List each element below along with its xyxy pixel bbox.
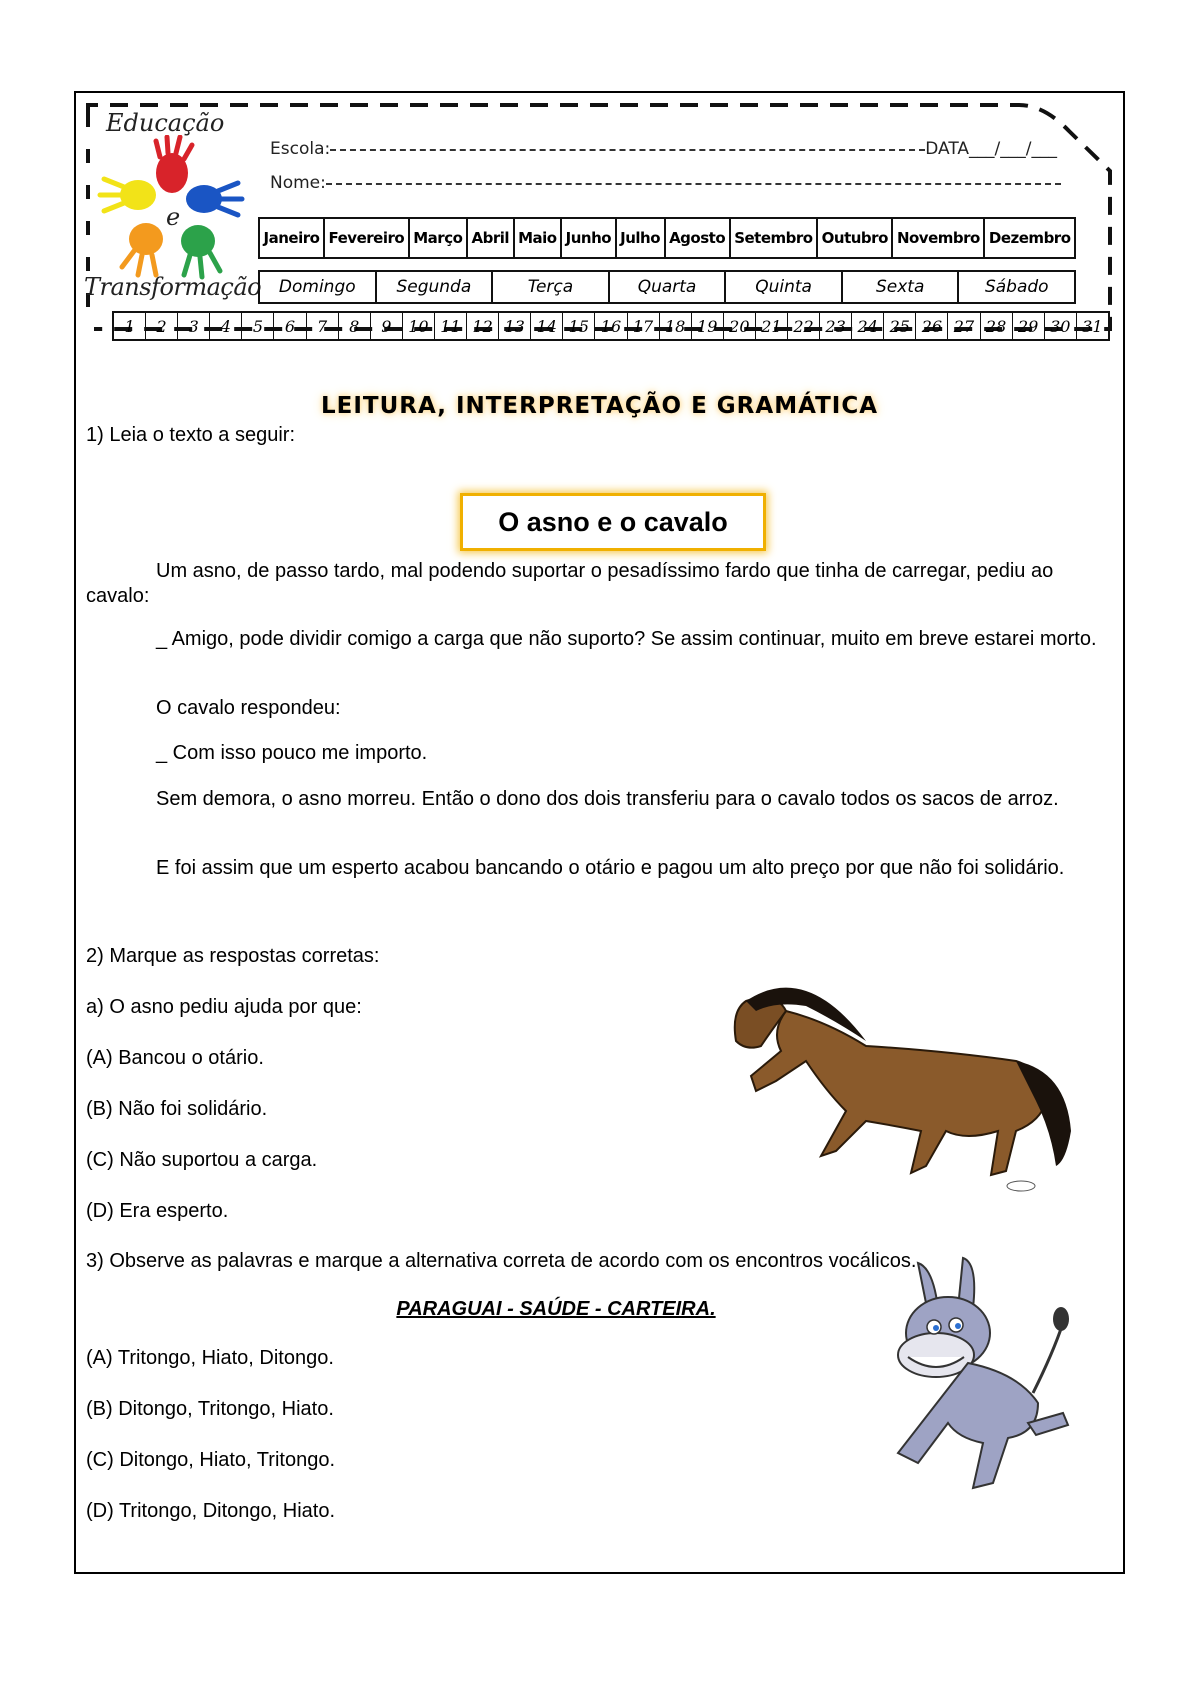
weekday-cell[interactable]: Sexta (843, 272, 960, 302)
day-cell[interactable]: 22 (788, 313, 820, 339)
day-cell[interactable]: 13 (499, 313, 531, 339)
donkey-illustration (878, 1253, 1078, 1503)
month-cell[interactable]: Junho (562, 219, 617, 257)
months-row (258, 217, 1076, 259)
day-cell[interactable]: 1 (114, 313, 146, 339)
q3-option-d[interactable]: (D) Tritongo, Ditongo, Hiato. (86, 1500, 335, 1522)
month-cell[interactable]: Maio (515, 219, 563, 257)
day-cell[interactable]: 21 (756, 313, 788, 339)
month-cell[interactable]: Setembro (731, 219, 818, 257)
q1-prompt: 1) Leia o texto a seguir: (86, 424, 296, 446)
day-cell[interactable]: 25 (884, 313, 916, 339)
logo-middle-text: e (166, 203, 181, 231)
q3-option-c[interactable]: (C) Ditongo, Hiato, Tritongo. (86, 1449, 335, 1471)
day-cell[interactable]: 16 (595, 313, 627, 339)
day-cell[interactable]: 12 (467, 313, 499, 339)
section-title (76, 393, 1123, 419)
weekday-cell[interactable]: Quarta (610, 272, 727, 302)
day-cell[interactable]: 17 (628, 313, 660, 339)
day-cell[interactable]: 9 (371, 313, 403, 339)
weekday-cell[interactable]: Domingo (260, 272, 377, 302)
q2-option-b[interactable]: (B) Não foi solidário. (86, 1098, 268, 1120)
day-cell[interactable]: 15 (563, 313, 595, 339)
day-cell[interactable]: 19 (692, 313, 724, 339)
day-cell[interactable]: 8 (339, 313, 371, 339)
day-cell[interactable]: 6 (274, 313, 306, 339)
month-cell[interactable]: Novembro (893, 219, 985, 257)
month-cell[interactable]: Março (410, 219, 468, 257)
story-paragraph: Sem demora, o asno morreu. Então o dono dos dois transferiu para o cavalo todos os sacos de arroz. (156, 788, 1059, 810)
story-paragraph: Um asno, de passo tardo, mal podendo suportar o pesadíssimo fardo que tinha de carregar, pediu ao cavalo: (86, 560, 1054, 607)
day-cell[interactable]: 27 (948, 313, 980, 339)
q2-prompt: 2) Marque as respostas corretas: (86, 945, 380, 967)
worksheet-page (74, 91, 1125, 1574)
month-cell[interactable]: Julho (617, 219, 666, 257)
q3-words: PARAGUAI - SAÚDE - CARTEIRA. (396, 1298, 716, 1320)
day-cell[interactable]: 3 (178, 313, 210, 339)
month-cell[interactable]: Fevereiro (325, 219, 410, 257)
nome-label: Nome: (270, 173, 326, 193)
story-paragraph: E foi assim que um esperto acabou bancando o otário e pagou um alto preço por que não foi solidário. (156, 857, 1065, 879)
logo-top-text: Educação (106, 109, 225, 137)
day-cell[interactable]: 23 (820, 313, 852, 339)
day-cell[interactable]: 5 (242, 313, 274, 339)
month-cell[interactable]: Agosto (666, 219, 731, 257)
day-cell[interactable]: 26 (916, 313, 948, 339)
hands-logo-icon (86, 135, 256, 285)
story-title: O asno e o cavalo (460, 493, 766, 551)
day-cell[interactable]: 30 (1045, 313, 1077, 339)
weekday-cell[interactable]: Sábado (984, 277, 1049, 297)
q2-option-d[interactable]: (D) Era esperto. (86, 1200, 229, 1222)
days-row (112, 311, 1110, 341)
day-cell[interactable]: 14 (531, 313, 563, 339)
day-cell[interactable]: 20 (724, 313, 756, 339)
day-cell[interactable]: 4 (210, 313, 242, 339)
worksheet-header (84, 101, 1117, 339)
story-paragraph: O cavalo respondeu: (156, 697, 341, 719)
escola-label: Escola: (270, 139, 331, 159)
q3-option-b[interactable]: (B) Ditongo, Tritongo, Hiato. (86, 1398, 334, 1420)
q3-prompt: 3) Observe as palavras e marque a alternativa correta de acordo com os encontros vocálicos. (86, 1250, 917, 1272)
day-cell[interactable]: 10 (403, 313, 435, 339)
day-cell[interactable]: 28 (981, 313, 1013, 339)
horse-illustration (716, 951, 1076, 1201)
data-label: DATA___/___/___ (925, 139, 1057, 159)
story-paragraph: _ Com isso pouco me importo. (156, 742, 428, 764)
section-title-text: LEITURA, INTERPRETAÇÃO E GRAMÁTICA (320, 393, 879, 419)
day-cell[interactable]: 24 (852, 313, 884, 339)
escola-field[interactable] (270, 139, 1057, 159)
story-paragraph: _ Amigo, pode dividir comigo a carga que não suporto? Se assim continuar, muito em breve estarei morto. (156, 628, 1097, 650)
q3-option-a[interactable]: (A) Tritongo, Hiato, Ditongo. (86, 1347, 334, 1369)
q2-option-a[interactable]: (A) Bancou o otário. (86, 1047, 264, 1069)
weekday-cell[interactable]: Quinta (726, 272, 843, 302)
month-cell[interactable]: Janeiro (260, 219, 325, 257)
q2-option-c[interactable]: (C) Não suportou a carga. (86, 1149, 318, 1171)
day-cell[interactable]: 11 (435, 313, 467, 339)
day-cell[interactable]: 31 (1082, 316, 1103, 336)
day-cell[interactable]: 7 (307, 313, 339, 339)
month-cell[interactable]: Dezembro (988, 229, 1071, 247)
day-cell[interactable]: 18 (660, 313, 692, 339)
weekday-cell[interactable]: Segunda (377, 272, 494, 302)
nome-field[interactable] (270, 173, 1061, 193)
month-cell[interactable]: Abril (468, 219, 515, 257)
day-cell[interactable]: 29 (1013, 313, 1045, 339)
month-cell[interactable]: Outubro (818, 219, 893, 257)
day-cell[interactable]: 2 (146, 313, 178, 339)
weekday-cell[interactable]: Terça (493, 272, 610, 302)
logo (84, 109, 262, 321)
weekdays-row (258, 270, 1076, 304)
logo-bottom-text: Transformação (84, 273, 262, 301)
q2-subquestion: a) O asno pediu ajuda por que: (86, 996, 362, 1018)
